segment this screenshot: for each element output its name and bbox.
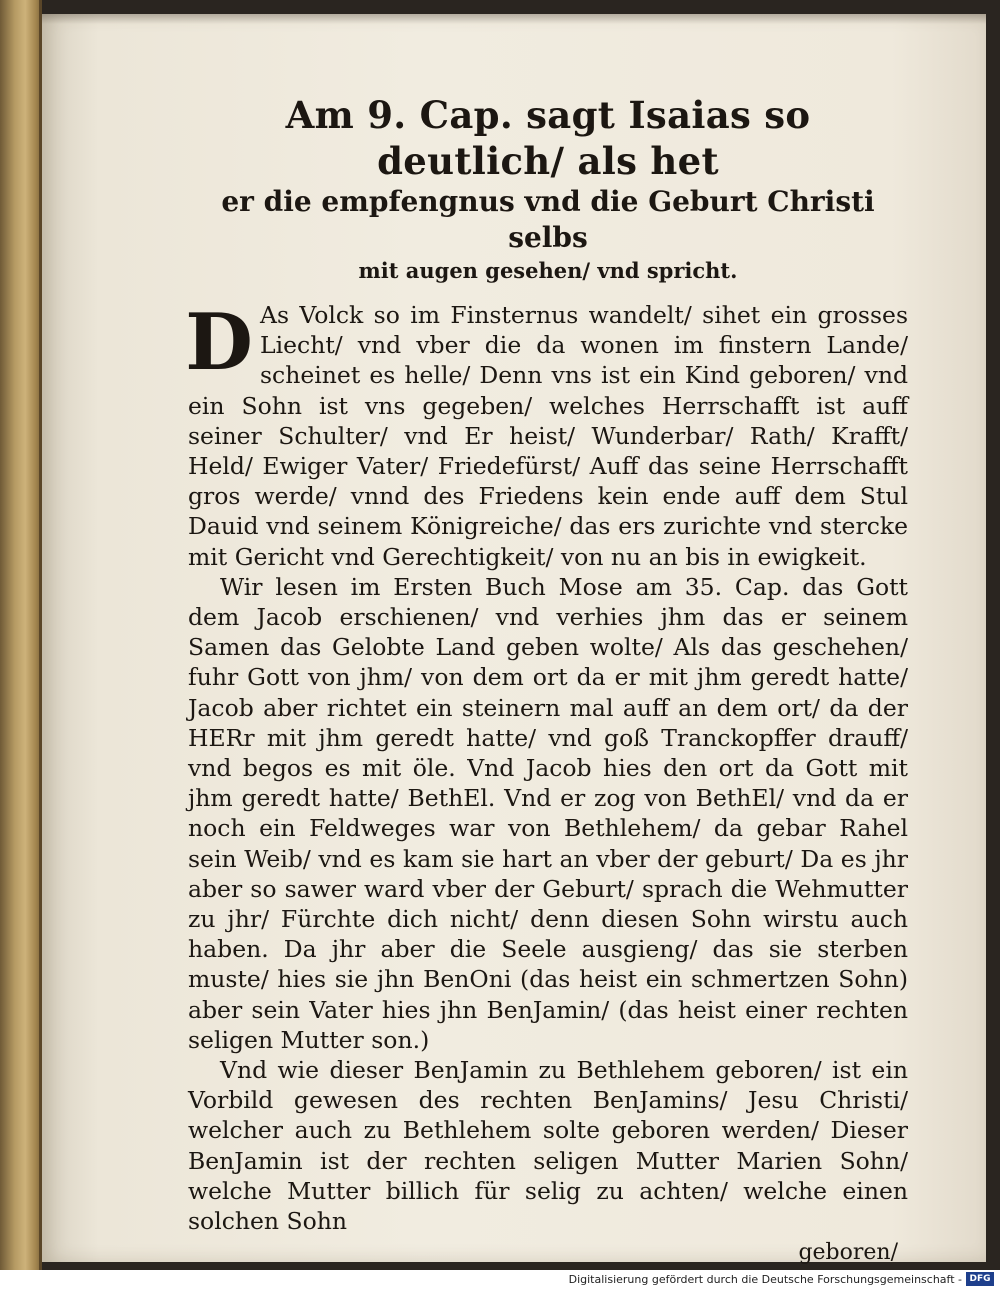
heading-line-1: Am 9. Cap. sagt Isaias so deutlich/ als het xyxy=(285,93,811,183)
page-text xyxy=(185,92,908,1268)
book-edge xyxy=(0,0,42,1270)
heading-line-3: mit augen gesehen/ vnd spricht. xyxy=(358,258,738,283)
page-shadow xyxy=(42,14,986,24)
paragraph-3: Vnd wie dieser BenJamin zu Bethlehem geboren/ ist ein Vorbild gewesen des rechten BenJamins/ Jesu Christi/ welcher auch zu Bethlehem solte geboren werden/ Dieser BenJamin ist der rechten seligen Mutter Marien Sohn/ welche Mutter billich für selig zu achten/ welche einen solchen Sohn xyxy=(188,1056,908,1236)
body-text xyxy=(185,297,908,1268)
funding-notice: Digitalisierung gefördert durch die Deutsche Forschungsgemeinschaft - xyxy=(568,1273,962,1286)
decorated-initial: D xyxy=(185,297,253,388)
paragraph-1-text: As Volck so im Finsternus wandelt/ sihet ein grosses Liecht/ vnd vber die da wonen im finstern Lande/ scheinet es helle/ Denn vns ist ein Kind geboren/ vnd ein Sohn ist vns gegeben/ welches Herrschafft ist auff seiner Schulter/ vnd Er heist/ Wunderbar/ Rath/ Krafft/ Held/ Ewiger Vater/ Friedefürst/ Auff das seine Herrschafft gros werde/ vnnd des Friedens kein ende auff dem Stul Dauid vnd seinem Königreiche/ das ers zurichte vnd stercke mit Gericht vnd Gerechtigkeit/ von nu an bis in ewigkeit. xyxy=(188,301,908,571)
chapter-heading xyxy=(188,92,908,286)
dfg-logo: DFG xyxy=(966,1272,994,1286)
heading-line-2: er die empfengnus vnd die Geburt Christi selbs xyxy=(221,185,875,254)
paragraph-1 xyxy=(185,297,908,572)
footer-bar xyxy=(0,1270,1000,1290)
catchword: geboren/ xyxy=(798,1240,898,1266)
paragraph-2: Wir lesen im Ersten Buch Mose am 35. Cap. das Gott dem Jacob erschienen/ vnd verhies jhm das er seinem Samen das Gelobte Land geben wolte/ Als das geschehen/ fuhr Gott von jhm/ von dem ort da er mit jhm geredt hatte/ Jacob aber richtet ein steinern mal auff an dem ort/ da der HERr mit jhm geredt hatte/ vnd goß Tranckopffer drauff/ vnd begos es mit öle. Vnd Jacob hies den ort da Gott mit jhm geredt hatte/ BethEl. Vnd er zog von BethEl/ vnd da er noch ein Feldweges war von Bethlehem/ da gebar Rahel sein Weib/ vnd es kam sie hart an vber der geburt/ Da es jhr aber so sawer ward vber der Geburt/ sprach die Wehmutter zu jhr/ Fürchte dich nicht/ denn diesen Sohn wirstu auch haben. Da jhr aber die Seele ausgieng/ das sie sterben muste/ hies sie jhn BenOni (das heist ein schmertzen Sohn) aber sein Vater hies jhn BenJamin/ (das heist einer rechten seligen Mutter son.) xyxy=(188,572,908,1054)
